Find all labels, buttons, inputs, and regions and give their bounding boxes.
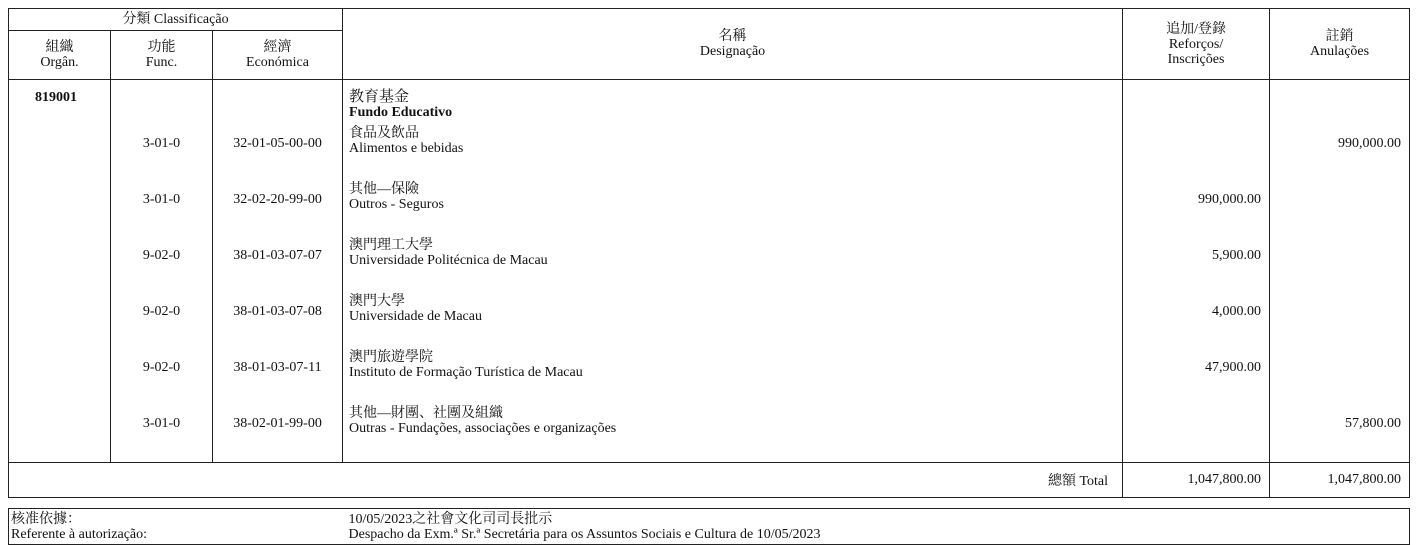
economic-header-zh: 經濟	[263, 40, 292, 55]
classification-header: 分類 Classificação	[9, 9, 343, 31]
designation-zh: 食品及飲品	[349, 125, 420, 141]
fund-name-pt: Fundo Educativo	[349, 105, 453, 120]
authorization-label-zh: 核准依據：	[11, 511, 81, 527]
reinforcements-header-zh: 追加/登錄	[1166, 21, 1226, 37]
designation-pt: Outras - Fundações, associações e organizações	[349, 420, 617, 436]
cancellations-header-zh: 註銷	[1325, 29, 1354, 44]
reinforcements-header	[1123, 9, 1270, 80]
org-empty	[9, 294, 111, 350]
designation-zh: 其他—財團、社團及組織	[349, 405, 504, 421]
fund-organic-code: 819001	[9, 80, 111, 126]
designation-zh: 其他—保險	[349, 181, 420, 197]
cancellations-header	[1270, 9, 1410, 80]
table-row	[9, 406, 1410, 463]
table-row	[9, 294, 1410, 350]
reinforcement-value	[1123, 126, 1270, 182]
cancellation-value	[1270, 294, 1410, 350]
spacer-cell	[9, 497, 1410, 508]
fund-name-zh: 教育基金	[349, 89, 410, 105]
designation-pt: Universidade de Macau	[349, 308, 482, 324]
econ-code: 38-01-03-07-11	[213, 350, 343, 406]
fund-cancellation-empty	[1270, 80, 1410, 126]
func-code: 3-01-0	[111, 182, 213, 238]
fund-designation	[343, 80, 1123, 126]
table-row	[9, 126, 1410, 182]
authorization-value-pt: Despacho da Exm.ª Sr.ª Secretária para os Assuntos Sociais e Cultura de 10/05/2023	[348, 526, 821, 542]
designation	[343, 350, 1123, 406]
functional-header-pt: Func.	[145, 55, 178, 70]
authorization-value	[343, 508, 1410, 544]
cancellations-header-pt: Anulações	[1309, 44, 1370, 59]
func-code: 3-01-0	[111, 406, 213, 463]
reinforcement-value	[1123, 406, 1270, 463]
org-empty	[9, 350, 111, 406]
table-row	[9, 350, 1410, 406]
table-row	[9, 182, 1410, 238]
designation-pt: Instituto de Formação Turística de Macau	[349, 364, 583, 380]
designation	[343, 294, 1123, 350]
econ-code: 38-01-03-07-08	[213, 294, 343, 350]
func-code: 9-02-0	[111, 294, 213, 350]
economic-header-pt: Económica	[246, 55, 309, 70]
total-reinforcement: 1,047,800.00	[1123, 462, 1270, 497]
reinforcements-header-pt2: Inscrições	[1167, 51, 1225, 67]
total-cancellation: 1,047,800.00	[1270, 462, 1410, 497]
cancellation-value	[1270, 182, 1410, 238]
budget-table	[8, 8, 1410, 545]
header-row-1	[9, 9, 1410, 31]
reinforcement-value: 5,900.00	[1123, 238, 1270, 294]
designation-header-pt: Designação	[699, 44, 766, 59]
econ-code: 38-02-01-99-00	[213, 406, 343, 463]
designation-zh: 澳門理工大學	[349, 237, 434, 253]
designation-header-zh: 名稱	[718, 29, 747, 44]
total-label: 總額 Total	[9, 462, 1123, 497]
designation-zh: 澳門旅遊學院	[349, 349, 434, 365]
designation-pt: Alimentos e bebidas	[349, 140, 464, 156]
cancellation-value	[1270, 350, 1410, 406]
func-code: 9-02-0	[111, 350, 213, 406]
economic-header	[213, 31, 343, 80]
designation	[343, 406, 1123, 463]
econ-code: 38-01-03-07-07	[213, 238, 343, 294]
org-empty	[9, 126, 111, 182]
econ-code: 32-01-05-00-00	[213, 126, 343, 182]
designation-zh: 澳門大學	[349, 293, 406, 309]
func-code: 9-02-0	[111, 238, 213, 294]
organic-header	[9, 31, 111, 80]
reinforcement-value: 990,000.00	[1123, 182, 1270, 238]
reinforcements-header-pt1: Reforços/	[1168, 36, 1224, 52]
spacer-row	[9, 497, 1410, 508]
designation-pt: Universidade Politécnica de Macau	[349, 252, 548, 268]
functional-header-zh: 功能	[147, 40, 176, 55]
fund-reinforcement-empty	[1123, 80, 1270, 126]
designation-pt: Outros - Seguros	[349, 196, 444, 212]
authorization-value-zh: 10/05/2023之社會文化司司長批示	[348, 511, 553, 527]
table-row	[9, 238, 1410, 294]
budget-document	[8, 8, 1409, 545]
org-empty	[9, 182, 111, 238]
cancellation-value	[1270, 238, 1410, 294]
cancellation-value: 990,000.00	[1270, 126, 1410, 182]
authorization-row	[9, 508, 1410, 544]
fund-func-empty	[111, 80, 213, 126]
designation-header	[343, 9, 1123, 80]
authorization-label-pt: Referente à autorização:	[11, 526, 148, 542]
reinforcement-value: 47,900.00	[1123, 350, 1270, 406]
designation	[343, 182, 1123, 238]
authorization-label	[9, 508, 343, 544]
econ-code: 32-02-20-99-00	[213, 182, 343, 238]
total-row	[9, 462, 1410, 497]
org-empty	[9, 238, 111, 294]
func-code: 3-01-0	[111, 126, 213, 182]
organic-header-pt: Orgân.	[40, 55, 79, 70]
fund-row	[9, 80, 1410, 126]
cancellation-value: 57,800.00	[1270, 406, 1410, 463]
designation	[343, 238, 1123, 294]
org-empty	[9, 406, 111, 463]
fund-econ-empty	[213, 80, 343, 126]
organic-header-zh: 組織	[45, 40, 74, 55]
designation	[343, 126, 1123, 182]
functional-header	[111, 31, 213, 80]
reinforcement-value: 4,000.00	[1123, 294, 1270, 350]
